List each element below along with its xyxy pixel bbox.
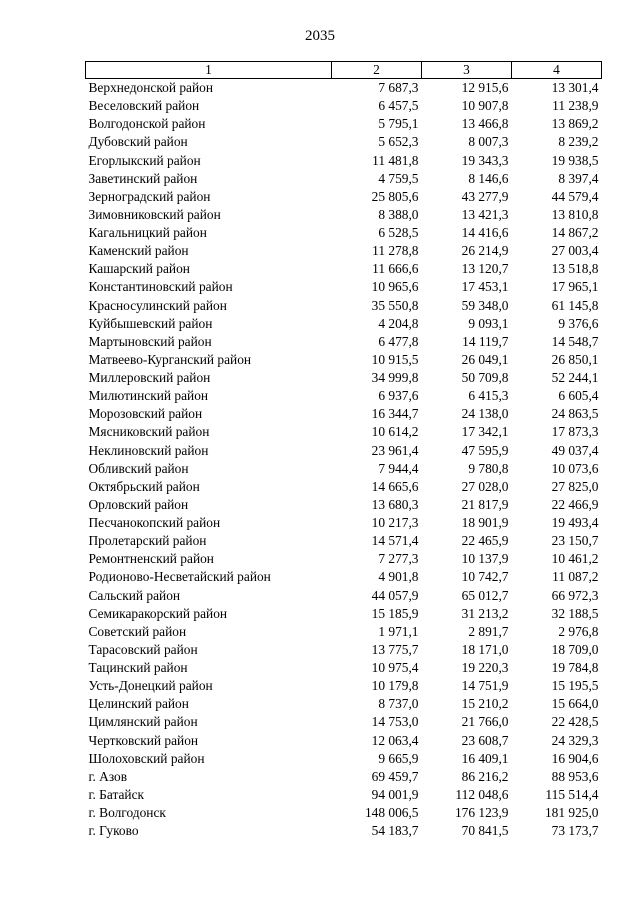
value-cell: 11 278,8 [372,243,419,259]
value-cell: 86 216,2 [461,768,509,784]
district-name-cell: г. Гуково [88,823,139,839]
value-cell: 22 465,9 [461,533,509,549]
district-name-cell: Тарасовский район [88,641,198,657]
value-cell: 24 863,5 [551,406,599,422]
value-cell: 6 457,5 [378,98,419,114]
value-cell: 14 867,2 [551,225,599,241]
value-cell: 31 213,2 [461,605,509,621]
table-row [86,659,602,677]
value-cell: 4 204,8 [378,315,419,331]
district-name-cell: Матвеево-Курганский район [88,351,252,367]
value-cell: 26 049,1 [461,351,509,367]
value-cell: 17 342,1 [461,424,509,440]
value-cell: 10 461,2 [551,551,599,567]
table-row [86,568,602,586]
value-cell: 19 784,8 [551,660,599,676]
table-row [86,460,602,478]
value-cell: 26 850,1 [551,351,599,367]
value-cell: 14 753,0 [371,714,419,730]
value-cell: 10 915,5 [371,351,419,367]
value-cell: 148 006,5 [364,805,419,821]
district-name-cell: Пролетарский район [88,533,207,549]
district-name-cell: Волгодонской район [88,116,206,132]
value-cell: 13 810,8 [551,206,599,222]
district-name-cell: Усть-Донецкий район [88,678,213,694]
district-name-cell: Родионово-Несветайский район [88,569,271,585]
district-name-cell: Егорлыкский район [88,152,201,168]
value-cell: 7 944,4 [378,460,419,476]
value-cell: 24 329,3 [551,732,599,748]
value-cell: 65 012,7 [461,587,509,603]
value-cell: 6 477,8 [378,333,419,349]
value-cell: 7 277,3 [378,551,419,567]
table-row [86,369,602,387]
value-cell: 5 652,3 [378,134,419,150]
value-cell: 70 841,5 [461,823,509,839]
value-cell: 9 780,8 [468,460,509,476]
district-name-cell: Шолоховский район [88,750,205,766]
value-cell: 13 518,8 [551,261,599,277]
district-name-cell: Веселовский район [88,98,200,114]
district-name-cell: Тацинский район [88,660,188,676]
value-cell: 16 409,1 [461,750,509,766]
table-row [86,623,602,641]
value-cell: 15 664,0 [551,696,599,712]
value-cell: 6 605,4 [558,388,599,404]
value-cell: 6 415,3 [468,388,509,404]
district-name-cell: г. Азов [88,768,128,784]
value-cell: 52 244,1 [551,370,599,386]
value-cell: 13 680,3 [371,496,419,512]
district-name-cell: Морозовский район [88,406,203,422]
value-cell: 27 825,0 [551,478,599,494]
value-cell: 13 775,7 [371,641,419,657]
district-name-cell: Ремонтненский район [88,551,214,567]
table-row [86,387,602,405]
value-cell: 17 453,1 [461,279,509,295]
value-cell: 10 614,2 [371,424,419,440]
value-cell: 25 805,6 [371,188,419,204]
value-cell: 8 397,4 [558,170,599,186]
district-name-cell: Орловский район [88,496,189,512]
table-row [86,315,602,333]
value-cell: 88 953,6 [551,768,599,784]
value-cell: 11 666,6 [372,261,419,277]
column-header: 2 [332,62,422,79]
value-cell: 15 185,9 [371,605,419,621]
value-cell: 7 687,3 [378,80,419,96]
value-cell: 23 150,7 [551,533,599,549]
table-row [86,152,602,170]
district-name-cell: Красносулинский район [88,297,227,313]
value-cell: 1 971,1 [378,623,419,639]
value-cell: 2 976,8 [558,623,599,639]
district-name-cell: Сальский район [88,587,181,603]
table-row [86,170,602,188]
value-cell: 15 195,5 [551,678,599,694]
page-number: 2035 [305,28,335,44]
table-row [86,242,602,260]
table-row [86,804,602,822]
value-cell: 34 999,8 [371,370,419,386]
table-row [86,79,602,98]
table-body [86,79,602,841]
table-row [86,333,602,351]
district-name-cell: Мартыновский район [88,333,212,349]
district-name-cell: Песчанокопский район [88,515,221,531]
value-cell: 9 665,9 [378,750,419,766]
value-cell: 176 123,9 [454,805,509,821]
value-cell: 17 873,3 [551,424,599,440]
table-row [86,786,602,804]
district-name-cell: Куйбышевский район [88,315,213,331]
value-cell: 23 961,4 [371,442,419,458]
value-cell: 6 937,6 [378,388,419,404]
data-table [85,61,602,840]
value-cell: 17 965,1 [551,279,599,295]
value-cell: 12 063,4 [371,732,419,748]
table-row [86,423,602,441]
value-cell: 19 493,4 [551,515,599,531]
district-name-cell: Миллеровский район [88,370,211,386]
value-cell: 5 795,1 [378,116,419,132]
district-name-cell: Неклиновский район [88,442,209,458]
value-cell: 22 466,9 [551,496,599,512]
table-row [86,260,602,278]
value-cell: 11 087,2 [552,569,599,585]
district-name-cell: Цимлянский район [88,714,198,730]
value-cell: 15 210,2 [461,696,509,712]
value-cell: 22 428,5 [551,714,599,730]
value-cell: 16 344,7 [371,406,419,422]
value-cell: 16 904,6 [551,750,599,766]
district-name-cell: Кашарский район [88,261,190,277]
value-cell: 21 817,9 [461,496,509,512]
value-cell: 13 301,4 [551,80,599,96]
table-row [86,496,602,514]
value-cell: 18 709,0 [551,641,599,657]
value-cell: 13 869,2 [551,116,599,132]
table-header-row [86,62,602,79]
table-row [86,514,602,532]
table-row [86,115,602,133]
value-cell: 18 901,9 [461,515,509,531]
value-cell: 24 138,0 [461,406,509,422]
table-row [86,822,602,840]
value-cell: 14 571,4 [371,533,419,549]
table-row [86,587,602,605]
table-row [86,351,602,369]
value-cell: 115 514,4 [545,786,599,802]
district-name-cell: Заветинский район [88,170,198,186]
value-cell: 11 238,9 [552,98,599,114]
value-cell: 10 975,4 [371,660,419,676]
value-cell: 12 915,6 [461,80,509,96]
value-cell: 19 220,3 [461,660,509,676]
district-name-cell: Чертковский район [88,732,199,748]
value-cell: 6 528,5 [378,225,419,241]
value-cell: 181 925,0 [544,805,599,821]
value-cell: 11 481,8 [372,152,419,168]
value-cell: 10 137,9 [461,551,509,567]
value-cell: 10 965,6 [371,279,419,295]
value-cell: 66 972,3 [551,587,599,603]
table-row [86,478,602,496]
table-row [86,768,602,786]
district-name-cell: Обливский район [88,460,189,476]
table-row [86,278,602,296]
table-row [86,532,602,550]
value-cell: 10 179,8 [371,678,419,694]
value-cell: 23 608,7 [461,732,509,748]
value-cell: 10 742,7 [461,569,509,585]
district-name-cell: Каменский район [88,243,189,259]
value-cell: 8 388,0 [378,206,419,222]
value-cell: 2 891,7 [468,623,509,639]
value-cell: 44 579,4 [551,188,599,204]
column-header: 4 [512,62,602,79]
district-name-cell: Зерноградский район [88,188,211,204]
value-cell: 9 093,1 [468,315,509,331]
value-cell: 10 073,6 [551,460,599,476]
value-cell: 47 595,9 [461,442,509,458]
column-header: 3 [422,62,512,79]
district-name-cell: Верхнедонской район [88,80,214,96]
value-cell: 8 146,6 [468,170,509,186]
value-cell: 32 188,5 [551,605,599,621]
value-cell: 14 751,9 [461,678,509,694]
value-cell: 27 003,4 [551,243,599,259]
value-cell: 94 001,9 [371,786,419,802]
value-cell: 14 548,7 [551,333,599,349]
table-row [86,695,602,713]
district-name-cell: г. Волгодонск [88,805,166,821]
value-cell: 14 416,6 [461,225,509,241]
value-cell: 54 183,7 [371,823,419,839]
table-row [86,677,602,695]
value-cell: 9 376,6 [558,315,599,331]
table-row [86,713,602,731]
value-cell: 50 709,8 [461,370,509,386]
table-row [86,550,602,568]
district-name-cell: Семикаракорский район [88,605,228,621]
value-cell: 61 145,8 [551,297,599,313]
value-cell: 19 938,5 [551,152,599,168]
district-name-cell: Милютинский район [88,388,209,404]
table-row [86,133,602,151]
value-cell: 13 120,7 [461,261,509,277]
value-cell: 73 173,7 [551,823,599,839]
table-row [86,750,602,768]
table-row [86,732,602,750]
table-row [86,442,602,460]
district-name-cell: Советский район [88,623,187,639]
table-row [86,224,602,242]
value-cell: 8 737,0 [378,696,419,712]
district-name-cell: Зимовниковский район [88,206,221,222]
value-cell: 35 550,8 [371,297,419,313]
district-name-cell: Кагальницкий район [88,225,207,241]
district-name-cell: Дубовский район [88,134,188,150]
column-header: 1 [86,62,332,79]
district-name-cell: Константиновский район [88,279,233,295]
district-name-cell: г. Батайск [88,786,145,802]
value-cell: 10 907,8 [461,98,509,114]
district-name-cell: Мясниковский район [88,424,210,440]
value-cell: 27 028,0 [461,478,509,494]
value-cell: 19 343,3 [461,152,509,168]
value-cell: 59 348,0 [461,297,509,313]
value-cell: 112 048,6 [455,786,509,802]
table-row [86,97,602,115]
value-cell: 14 665,6 [371,478,419,494]
district-name-cell: Целинский район [88,696,189,712]
value-cell: 13 466,8 [461,116,509,132]
value-cell: 4 901,8 [378,569,419,585]
value-cell: 43 277,9 [461,188,509,204]
value-cell: 44 057,9 [371,587,419,603]
value-cell: 69 459,7 [371,768,419,784]
value-cell: 14 119,7 [462,333,509,349]
value-cell: 10 217,3 [371,515,419,531]
table-row [86,641,602,659]
value-cell: 8 239,2 [558,134,599,150]
table-row [86,188,602,206]
table-row [86,605,602,623]
table-row [86,297,602,315]
district-name-cell: Октябрьский район [88,478,200,494]
value-cell: 21 766,0 [461,714,509,730]
value-cell: 49 037,4 [551,442,599,458]
value-cell: 26 214,9 [461,243,509,259]
table-row [86,405,602,423]
table-row [86,206,602,224]
value-cell: 4 759,5 [378,170,419,186]
value-cell: 8 007,3 [468,134,509,150]
value-cell: 13 421,3 [461,206,509,222]
value-cell: 18 171,0 [461,641,509,657]
